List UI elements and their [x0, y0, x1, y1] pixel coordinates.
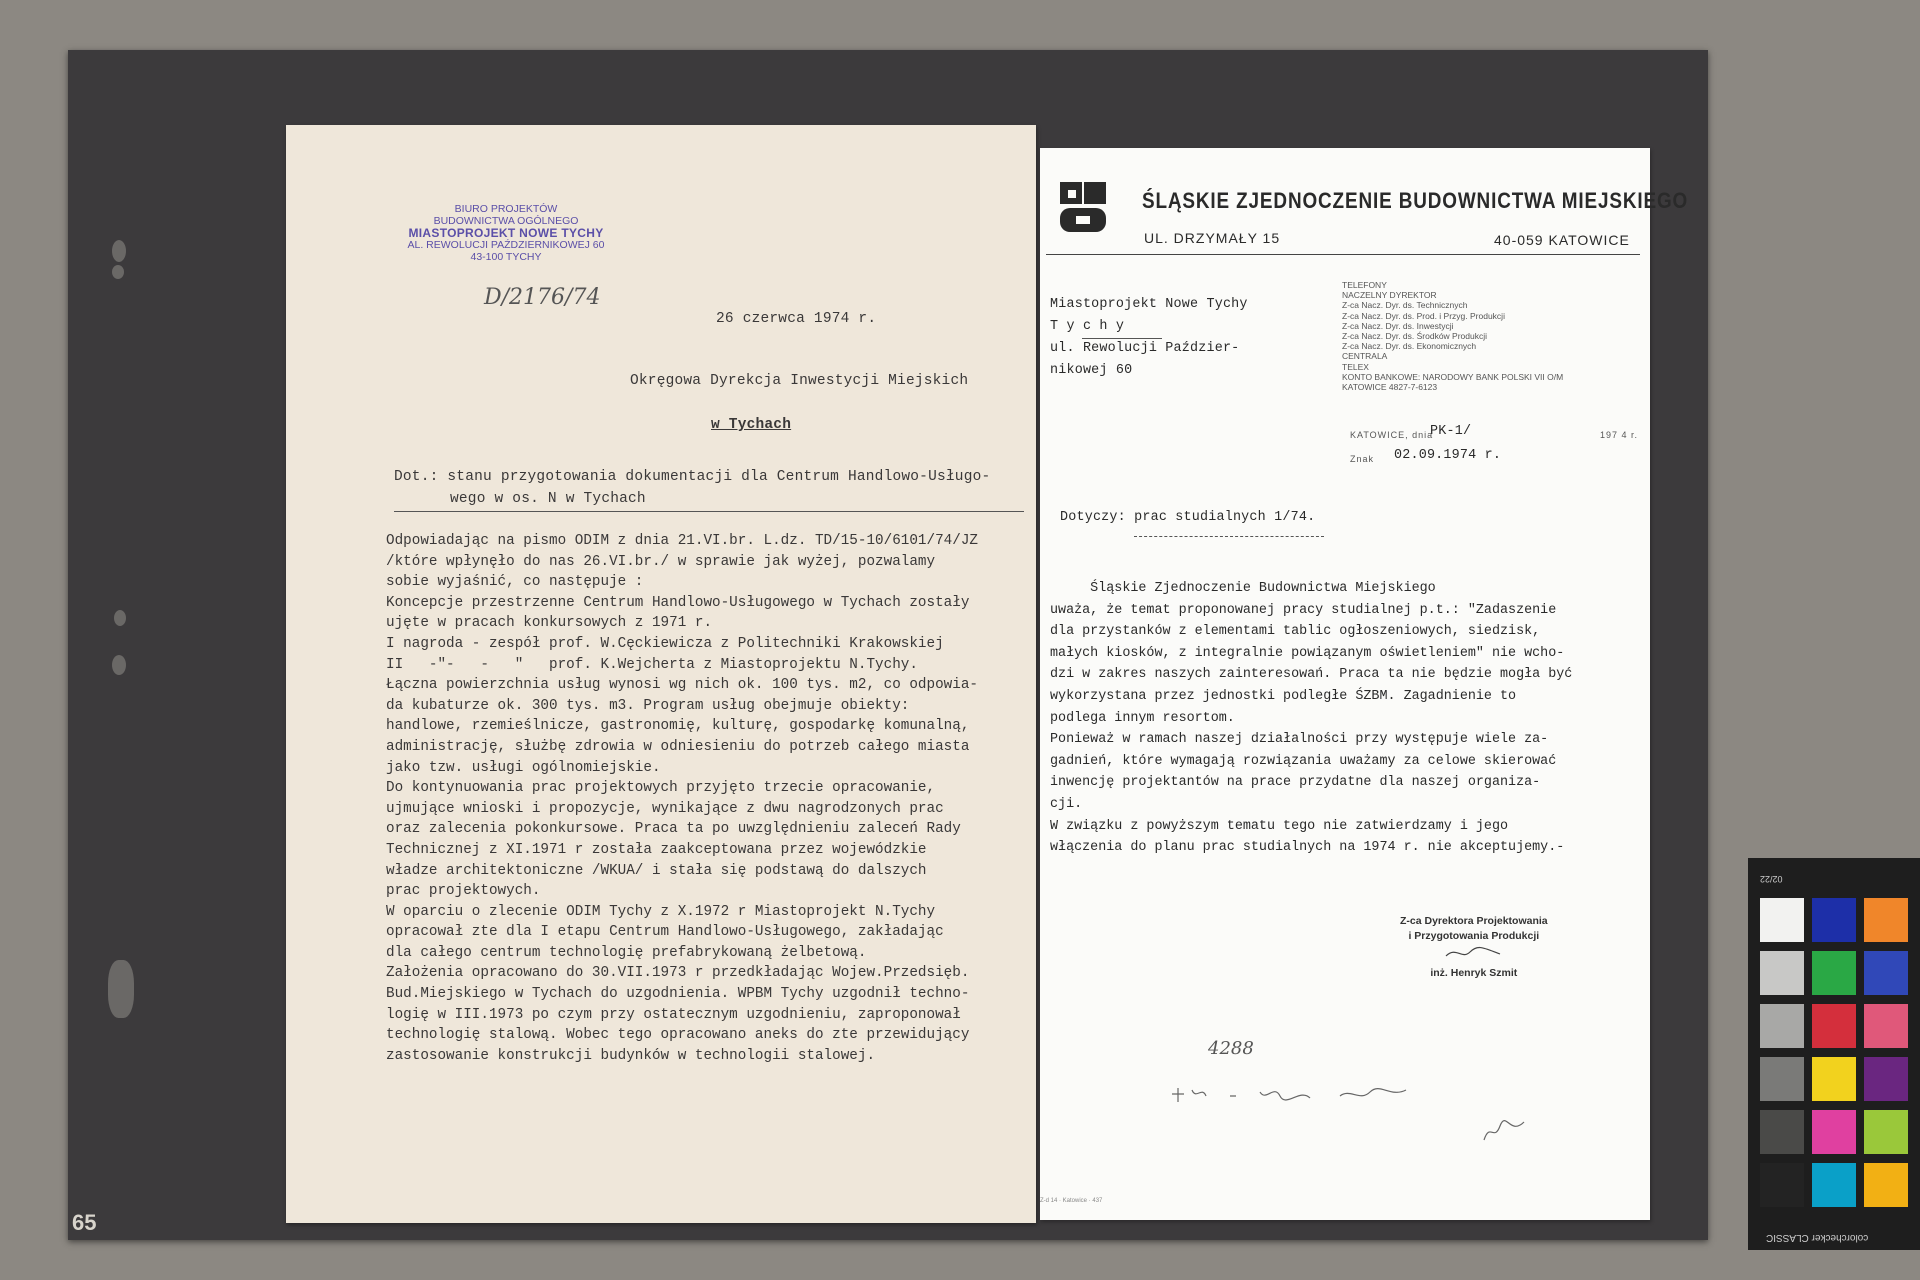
initials-icon — [1480, 1116, 1530, 1146]
body-line: technologię stalową. Wobec tego opracowano aneks do zte przewidujący — [386, 1027, 970, 1044]
org-street: UL. DRZYMAŁY 15 — [1144, 230, 1281, 246]
page-number: 65 — [72, 1210, 97, 1235]
body-line: ujmujące wnioski i propozycje, wynikające z dwu nagrodzonych prac — [386, 800, 944, 817]
body-line: logię w III.1973 po czym przy ostatecznym uzgodnieniu, zaproponował — [386, 1006, 961, 1023]
header-rule — [1046, 254, 1640, 255]
phone-line: TELEX — [1342, 361, 1369, 372]
addressee-underline — [1082, 338, 1162, 339]
body-line: władze architektoniczne /WKUA/ i stała się podstawą do dalszych — [386, 862, 927, 879]
phone-line: CENTRALA — [1342, 351, 1388, 362]
org-postal: 40-059 KATOWICE — [1494, 232, 1630, 248]
color-swatch — [1812, 1110, 1856, 1154]
binder-hole — [112, 240, 126, 262]
body-line: dla przystanków z elementami tablic ogłoszeniowych, siedzisk, — [1050, 624, 1541, 640]
binder-hole — [114, 610, 126, 626]
color-swatch — [1812, 1163, 1856, 1207]
body-line: podlega innym resortom. — [1050, 710, 1235, 726]
checker-scale-label: 02/22 — [1760, 874, 1783, 884]
handwritten-note-icon — [1170, 1078, 1460, 1108]
color-swatch — [1760, 1057, 1804, 1101]
body-line: sobie wyjaśnić, co następuje : — [386, 574, 644, 591]
body-line: inwencję projektantów na prace przydatne dla naszej organiza- — [1050, 775, 1541, 791]
body-line: jako tzw. usługi ogólnomiejskie. — [386, 759, 661, 776]
recipient-line: Okręgowa Dyrekcja Inwestycji Miejskich — [630, 373, 969, 389]
subject-line: wego w os. N w Tychach — [450, 491, 646, 507]
body-line: Bud.Miejskiego w Tychach do uzgodnienia. WPBM Tychy uzgodnił techno- — [386, 986, 970, 1003]
signature-scribble — [1400, 944, 1548, 966]
color-swatch — [1864, 1110, 1908, 1154]
handwritten-reference: D/2176/74 — [484, 285, 601, 310]
color-swatch — [1760, 1110, 1804, 1154]
letter-body — [386, 531, 978, 1066]
color-swatch — [1864, 898, 1908, 942]
body-line: II -"- - " prof. K.Wejcherta z Miastoprojektu N.Tychy. — [386, 656, 918, 673]
body-line: gadnień, które wymagają rozwiązania uważamy za celowe skierować — [1050, 753, 1557, 769]
body-line: cji. — [1050, 796, 1083, 812]
phone-line: NACZELNY DYREKTOR — [1342, 290, 1437, 301]
addressee-line: nikowej 60 — [1050, 363, 1133, 378]
colorchecker-card — [1748, 858, 1920, 1250]
subject-underline — [1134, 536, 1324, 538]
binder-hole — [108, 960, 134, 1018]
body-line: Odpowiadając na pismo ODIM z dnia 21.VI.br. L.dz. TD/15-10/6101/74/JZ — [386, 533, 978, 549]
body-line: zastosowanie konstrukcji budynków w technologii stalowej. — [386, 1047, 876, 1064]
letter-date: 26 czerwca 1974 r. — [716, 311, 877, 327]
body-line: handlowe, rzemieślnicze, gastronomię, kulturę, gospodarkę komunalną, — [386, 718, 970, 735]
color-swatch — [1864, 1163, 1908, 1207]
color-swatch — [1812, 1004, 1856, 1048]
phone-line: KATOWICE 4827-7-6123 — [1342, 382, 1438, 393]
stamp-line: AL. REWOLUCJI PAŹDZIERNIKOWEJ 60 — [407, 239, 605, 251]
body-line: da kubaturze ok. 300 tys. m3. Program usług obejmuje obiekty: — [386, 697, 910, 714]
body-line: wykorzystana przez jednostki podległe ŚZBM. Zagadnienie to — [1050, 688, 1517, 704]
body-line: Śląskie Zjednoczenie Budownictwa Miejskiego — [1050, 581, 1436, 596]
color-swatch — [1864, 1004, 1908, 1048]
szbm-logo-icon — [1054, 178, 1112, 236]
addressee-line: ul. Rewolucji Paździer- — [1050, 341, 1240, 356]
body-line: Technicznej z XI.1971 r została zaakceptowana przez wojewódzkie — [386, 841, 927, 858]
subject-underline — [394, 511, 1024, 512]
body-line: Do kontynuowania prac projektowych przyjęto trzecie opracowanie, — [386, 780, 936, 797]
color-swatch — [1760, 1004, 1804, 1048]
znak-label: Znak — [1350, 454, 1375, 464]
body-line: Łączna powierzchnia usług wynosi wg nich ok. 100 tys. m2, co odpowia- — [386, 677, 978, 694]
color-swatch — [1864, 1057, 1908, 1101]
org-name: ŚLĄSKIE ZJEDNOCZENIE BUDOWNICTWA MIEJSKIEGO — [1142, 188, 1689, 213]
color-swatch — [1812, 898, 1856, 942]
signature-name: inż. Henryk Szmit — [1430, 967, 1518, 979]
letter-szbm — [1040, 148, 1689, 1220]
katowice-label: KATOWICE, dnia — [1350, 430, 1434, 440]
signature-block — [1400, 914, 1548, 981]
print-footer: Z-d 14 · Katowice · 437 — [1040, 1198, 1103, 1204]
subject-line: Dot.: stanu przygotowania dokumentacji dla Centrum Handlowo-Usługo- — [394, 469, 991, 485]
stamp-line: BUDOWNICTWA OGÓLNEGO — [433, 215, 579, 227]
stamp-line: BIURO PROJEKTÓW — [454, 203, 558, 215]
color-swatch — [1760, 951, 1804, 995]
phone-line: Z-ca Nacz. Dyr. ds. Środków Produkcji — [1342, 331, 1488, 342]
body-line: Założenia opracowano do 30.VII.1973 r przedkładając Wojew.Przedsięb. — [386, 965, 970, 982]
binder-hole — [112, 655, 126, 675]
office-stamp — [406, 203, 606, 263]
body-line: W oparciu o zlecenie ODIM Tychy z X.1972 r Miastoprojekt N.Tychy — [386, 903, 936, 920]
color-swatch — [1760, 1163, 1804, 1207]
stamp-line: 43-100 TYCHY — [470, 251, 542, 263]
addressee-line: T y c h y — [1050, 319, 1125, 334]
body-line: Ponieważ w ramach naszej działalności przy występuje wiele za- — [1050, 732, 1549, 748]
body-line: Koncepcje przestrzenne Centrum Handlowo-Usługowego w Tychach zostały — [386, 594, 970, 611]
addressee-line: Miastoprojekt Nowe Tychy — [1050, 297, 1248, 312]
phone-line: TELEFONY — [1342, 280, 1387, 290]
phone-line: Z-ca Nacz. Dyr. ds. Prod. i Przyg. Produkcji — [1342, 310, 1505, 321]
stamp-line: MIASTOPROJEKT NOWE TYCHY — [408, 226, 604, 240]
signature-icon — [1444, 944, 1504, 962]
phone-line: Z-ca Nacz. Dyr. ds. Ekonomicznych — [1342, 341, 1477, 352]
color-swatch — [1760, 898, 1804, 942]
color-swatch — [1812, 951, 1856, 995]
body-line: dla całego centrum technologię prefabrykowaną żelbetową. — [386, 944, 867, 961]
body-line: oraz zalecenia pokonkursowe. Praca ta po uwzględnieniu zaleceń Rady — [386, 821, 961, 838]
pk-number: PK-1/ — [1430, 424, 1472, 439]
signature-title: Z-ca Dyrektora Projektowania — [1400, 915, 1548, 927]
binder-hole — [112, 265, 124, 279]
pk-year: 197 4 r. — [1600, 430, 1639, 440]
body-line: ujęte w pracach konkursowych z 1971 r. — [386, 615, 713, 632]
letter-date: 02.09.1974 r. — [1394, 448, 1502, 463]
body-line: administrację, służbę zdrowia w odniesieniu do potrzeb całego miasta — [386, 738, 970, 755]
body-line: /które wpłynęło do nas 26.VI.br./ w sprawie jak wyżej, pozwalamy — [386, 553, 936, 570]
body-line: uważa, że temat proponowanej pracy studialnej p.t.: "Zadaszenie — [1050, 602, 1557, 618]
recipient-city: w Tychach — [711, 417, 792, 433]
phone-directory — [1342, 280, 1563, 392]
handwritten-number: 4288 — [1208, 1038, 1254, 1059]
letter-body — [1050, 578, 1572, 859]
color-swatch — [1812, 1057, 1856, 1101]
body-line: małych kiosków, z integralnie powiązanym oświetleniem" nie wcho- — [1050, 645, 1565, 661]
signature-title: i Przygotowania Produkcji — [1408, 930, 1540, 942]
body-line: opracował zte dla I etapu Centrum Handlowo-Usługowego, zakładając — [386, 924, 944, 941]
body-line: prac projektowych. — [386, 883, 541, 900]
body-line: I nagroda - zespół prof. W.Cęckiewicza z Politechniki Krakowskiej — [386, 635, 944, 652]
checker-brand: colorchecker CLASSIC — [1766, 1232, 1869, 1243]
body-line: włączenia do planu prac studialnych na 1974 r. nie akceptujemy.- — [1050, 840, 1565, 856]
body-line: W związku z powyższym tematu tego nie zatwierdzamy i jego — [1050, 818, 1509, 834]
phone-line: KONTO BANKOWE: NARODOWY BANK POLSKI VII O/M — [1342, 371, 1564, 382]
phone-line: Z-ca Nacz. Dyr. ds. Technicznych — [1342, 300, 1468, 311]
body-line: dzi w zakres naszych zainteresowań. Praca ta nie będzie mogła być — [1050, 667, 1573, 683]
subject-line: Dotyczy: prac studialnych 1/74. — [1060, 510, 1316, 525]
phone-line: Z-ca Nacz. Dyr. ds. Inwestycji — [1342, 320, 1454, 331]
letter-miastoprojekt — [286, 125, 1036, 1223]
color-swatch — [1864, 951, 1908, 995]
